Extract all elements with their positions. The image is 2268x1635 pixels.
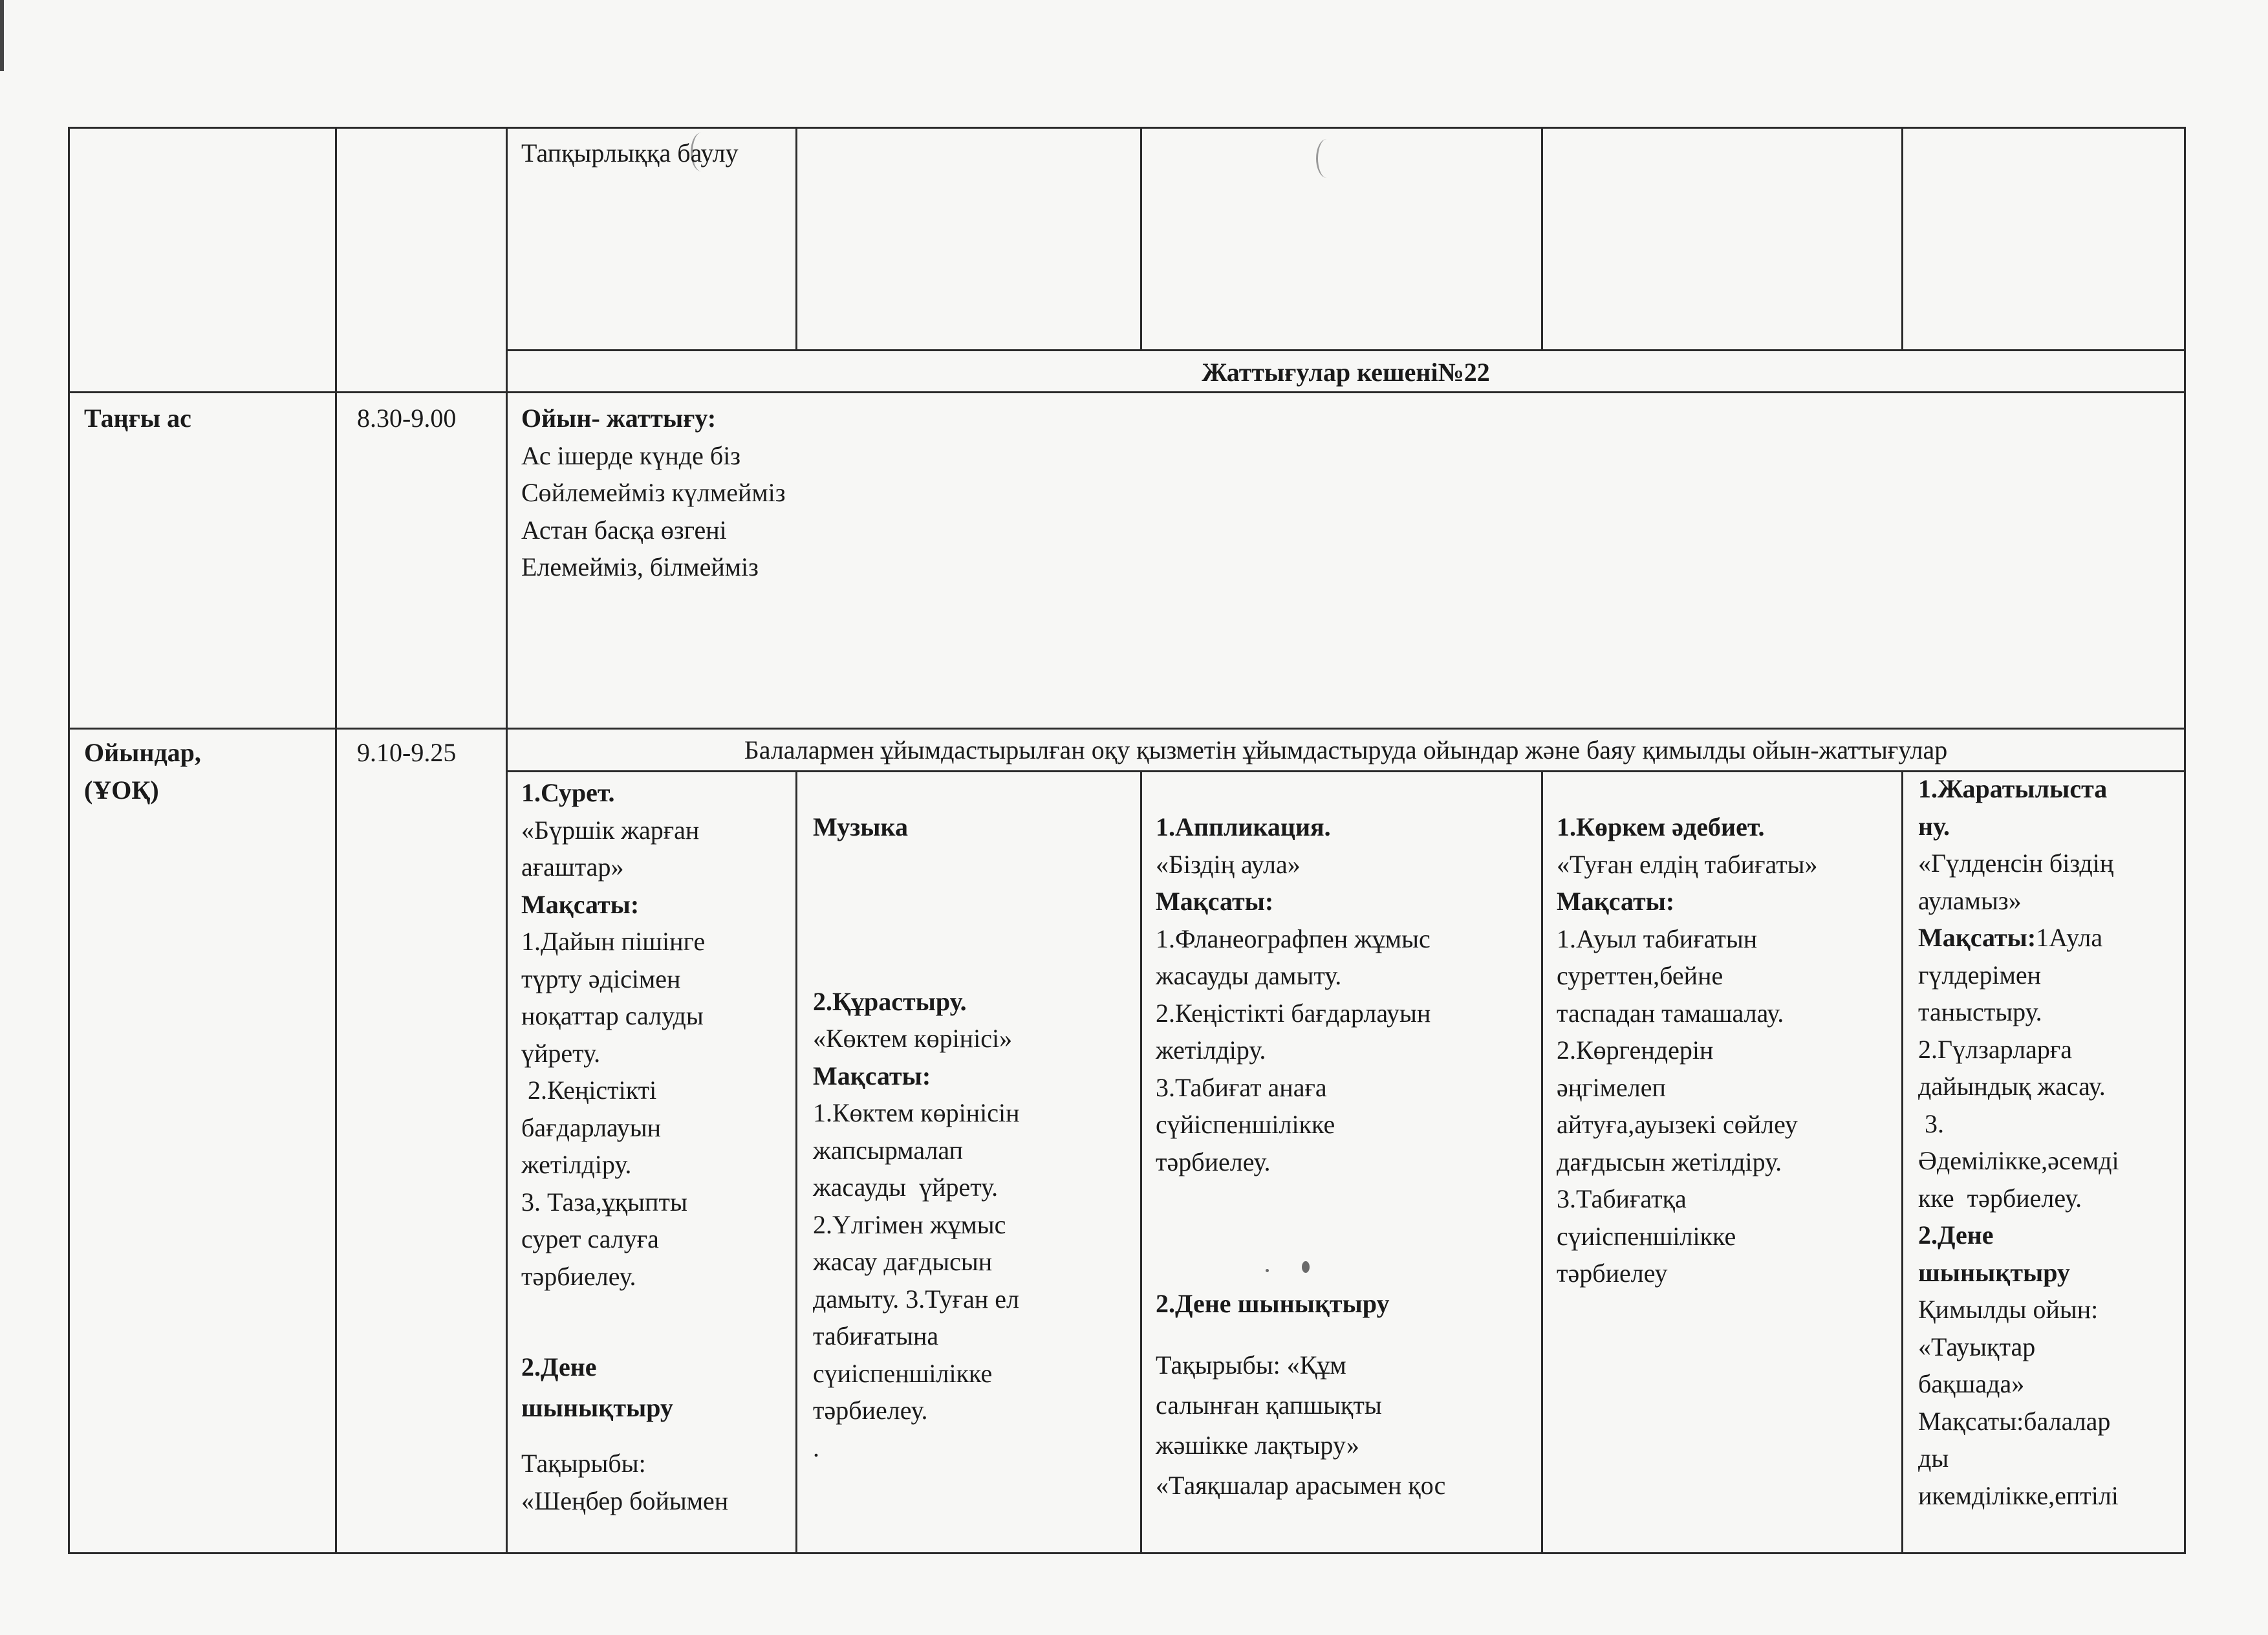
monday-activities	[521, 774, 728, 1519]
activity-title: ну.	[1918, 811, 1950, 841]
top-row-cell-text: Тапқырлыққа баулу	[521, 138, 739, 168]
activity-title: 2.Дене	[521, 1352, 597, 1381]
text-line: 3. Таза,ұқыпты	[521, 1187, 687, 1217]
goal-label: Мақсаты:	[521, 889, 640, 919]
text-line: Әдемілікке,әсемді	[1918, 1146, 2119, 1175]
rhyme-line: Елемейміз, білмейміз	[521, 552, 759, 581]
wednesday-activities	[1156, 808, 1445, 1506]
text-line: дайындық жасау.	[1918, 1072, 2106, 1101]
rhyme-line: Ас ішерде күнде біз	[521, 440, 741, 470]
text-line: 2.Гүлзарларға	[1918, 1034, 2072, 1064]
activity-title: шынықтыру	[1918, 1257, 2070, 1287]
activity-title: 1.Жаратылыста	[1918, 774, 2108, 803]
text-line: жапсырмалап	[813, 1135, 964, 1165]
text-line: 2.Үлгімен жұмыс	[813, 1209, 1006, 1239]
games-label	[84, 734, 201, 808]
text-line: гүлдерімен	[1918, 960, 2042, 990]
text-line: 1.Дайын пішінге	[521, 927, 706, 956]
text-line: Тақырыбы: «Құм	[1156, 1350, 1346, 1380]
text-line: жасауды дамыту.	[1156, 961, 1342, 990]
text-line: «Біздің аула»	[1156, 849, 1301, 879]
text-line: үйрету.	[521, 1038, 601, 1068]
text-line: дамыту. 3.Туған ел	[813, 1284, 1019, 1314]
goal-label: Мақсаты:	[813, 1061, 931, 1090]
text-line: Мақсаты:балалар	[1918, 1406, 2111, 1436]
activity-title: 2.Дене шынықтыру	[1156, 1289, 1390, 1318]
text-line: кке тәрбиелеу.	[1918, 1183, 2082, 1213]
text-line: «Туған елдің табиғаты»	[1557, 849, 1818, 879]
games-header: Балалармен ұйымдастырылған оқу қызметін ұйымдастыруда ойындар және баяу қимылды ойын-жаттығулар	[744, 735, 1948, 764]
activity-title: Музыка	[813, 812, 908, 841]
text-line: ағаштар»	[521, 852, 624, 882]
text-line: салынған қапшықты	[1156, 1390, 1382, 1420]
goal-line	[1918, 919, 2119, 957]
text-line: жетілдіру.	[521, 1150, 632, 1179]
text-line: әңгімелеп	[1557, 1072, 1666, 1102]
text-line: 3.Табиғат анаға	[1156, 1072, 1327, 1102]
text-line: ауламыз»	[1918, 885, 2022, 915]
text-line: суреттен,бейне	[1557, 961, 1723, 990]
goal-text: 1Аула	[2036, 923, 2103, 952]
text-line: «Бүршік жарған	[521, 815, 700, 845]
text-line: тәрбиелеу.	[813, 1396, 928, 1425]
text-line: Қимылды ойын:	[1918, 1295, 2099, 1324]
activity-title: 2.Құрастыру.	[813, 986, 967, 1016]
text-line: Тақырыбы:	[521, 1449, 646, 1478]
text-line: дағдысын жетілдіру.	[1557, 1147, 1782, 1176]
text-line: сурет салуға	[521, 1224, 659, 1253]
text-line: сүиіспеншілікке	[1557, 1221, 1736, 1251]
thursday-activities	[1557, 808, 1818, 1292]
goal-label: Мақсаты:	[1918, 923, 2036, 952]
friday-activities	[1918, 770, 2119, 1514]
activity-title: 1.Сурет.	[521, 778, 615, 807]
text-line: жасауды үйрету.	[813, 1173, 999, 1202]
text-line: «Тауықтар	[1918, 1332, 2036, 1361]
text-line: жетілдіру.	[1156, 1035, 1266, 1065]
pen-stroke	[1316, 139, 1337, 178]
breakfast-label: Таңғы ас	[84, 404, 191, 433]
text-line: «Көктем көрінісі»	[813, 1024, 1013, 1053]
text-line: түрту әдісімен	[521, 964, 681, 993]
text-line: 3.	[1918, 1109, 1944, 1138]
scan-edge-mark	[0, 0, 4, 71]
text-line: 1.Көктем көрінісін	[813, 1098, 1020, 1127]
text-line: жасау дағдысын	[813, 1247, 993, 1276]
rhyme-line: Сөйлемейміз күлмейміз	[521, 478, 786, 507]
text-line: тәрбиелеу	[1557, 1259, 1668, 1288]
text-line: сүиіспеншілікке	[813, 1358, 993, 1388]
activity-title: 2.Дене	[1918, 1220, 1994, 1250]
text-line: .	[813, 1433, 819, 1462]
text-line: 2.Көргендерін	[1557, 1035, 1714, 1065]
games-time: 9.10-9.25	[357, 738, 457, 767]
text-line: тәрбиелеу.	[1156, 1147, 1271, 1176]
activity-title: 1.Көркем әдебиет.	[1557, 812, 1765, 841]
text-line: икемділікке,ептілі	[1918, 1480, 2119, 1510]
games-label-line: Ойындар,	[84, 738, 201, 767]
text-line: айтуға,ауызекі сөйлеу	[1557, 1110, 1798, 1139]
games-label-line: (ҰОҚ)	[84, 775, 159, 805]
text-line: «Шеңбер бойымен	[521, 1486, 729, 1515]
text-line: ды	[1918, 1444, 1949, 1473]
text-line: жәшікке лақтыру»	[1156, 1430, 1359, 1460]
text-line: тәрбиелеу.	[521, 1261, 636, 1291]
breakfast-content	[521, 400, 786, 586]
text-line: 1.Ауыл табиғатын	[1557, 924, 1758, 953]
breakfast-title: Ойын- жаттығу:	[521, 404, 717, 433]
text-line: «Гүлденсін біздің	[1918, 849, 2114, 878]
text-line: сүйіспеншілікке	[1156, 1110, 1335, 1139]
activity-title: 1.Аппликация.	[1156, 812, 1331, 841]
text-line: табиғатына	[813, 1321, 939, 1350]
breakfast-time: 8.30-9.00	[357, 404, 457, 433]
text-line: бақшада»	[1918, 1369, 2025, 1398]
goal-label: Мақсаты:	[1557, 887, 1675, 916]
rhyme-line: Астан басқа өзгені	[521, 515, 727, 545]
text-line: 2.Кеңістікті бағдарлауын	[1156, 998, 1431, 1028]
tuesday-activities	[813, 808, 1019, 1466]
text-line: «Таяқшалар арасымен қос	[1156, 1470, 1446, 1500]
text-line: 1.Фланеографпен жұмыс	[1156, 924, 1431, 953]
text-line: таспадан тамашалау.	[1557, 998, 1784, 1028]
goal-label: Мақсаты:	[1156, 887, 1274, 916]
activity-title: шынықтыру	[521, 1393, 673, 1422]
exercise-complex-header: Жаттығулар кешені№22	[1202, 358, 1490, 387]
text-line: бағдарлауын	[521, 1112, 662, 1142]
text-line: 2.Кеңістікті	[521, 1076, 657, 1105]
text-line: 3.Табиғатқа	[1557, 1184, 1687, 1213]
text-line: ноқаттар салуды	[521, 1001, 704, 1030]
text-line: таныстыру.	[1918, 997, 2042, 1026]
